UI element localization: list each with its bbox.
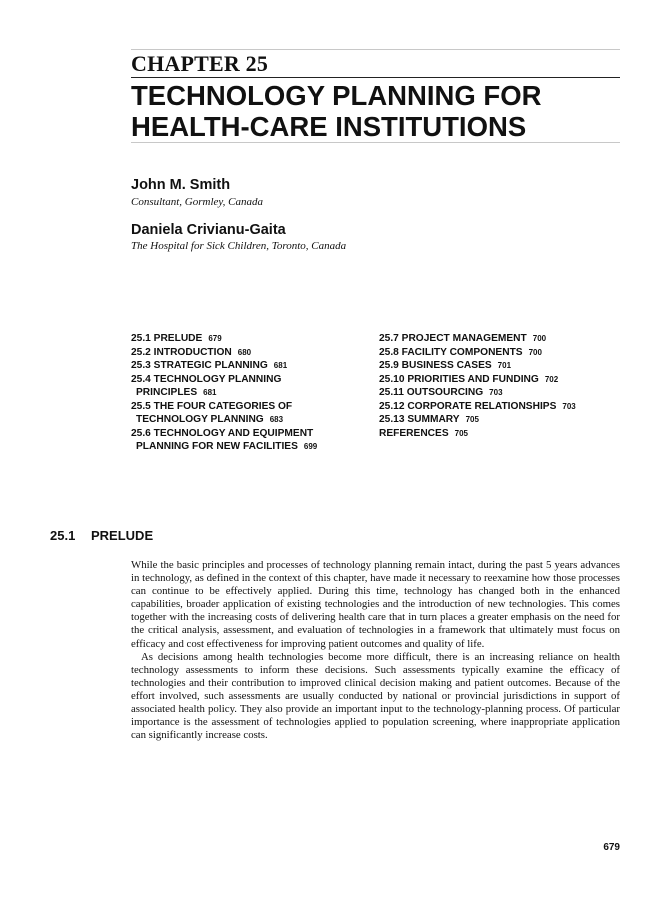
section-title: PRELUDE — [91, 528, 154, 543]
toc-entry-title: 25.7 PROJECT MANAGEMENT — [379, 333, 527, 344]
toc-right-column — [379, 332, 576, 440]
toc-entry-title: 25.13 SUMMARY — [379, 414, 460, 425]
paragraph: While the basic principles and processes of technology planning remain intact, during the past 5 years advances in technology, as defined in the context of this chapter, have made it necessary to reexamine how those processes can continue to be effectively applied. During this time, technology has changed both in the enhanced capabilities, broader application of existing technologies and the introduction of new technologies. This comes together with the increasing costs of delivering health care that in turn places a greater emphasis on the need for the critical analysis, assessment, and evaluation of technologies in a framework that ultimately must focus on efficacy and cost effectiveness for improving patient outcomes and quality of life. — [131, 559, 620, 650]
toc-entry-page: 701 — [497, 361, 512, 370]
chapter-title-line: TECHNOLOGY PLANNING FOR — [131, 80, 542, 111]
chapter-label: CHAPTER 25 — [131, 51, 269, 76]
top-rule — [131, 49, 620, 50]
toc-entry-page: 703 — [562, 401, 576, 411]
toc-entry[interactable] — [379, 359, 576, 373]
toc-entry-page: 680 — [237, 347, 252, 357]
toc-entry-title: 25.12 CORPORATE RELATIONSHIPS — [379, 400, 557, 412]
section-heading — [50, 528, 153, 543]
toc-entry-page: 700 — [528, 347, 542, 357]
toc-entry[interactable] — [131, 332, 317, 346]
author-affiliation: The Hospital for Sick Children, Toronto, Canada — [131, 240, 347, 252]
toc-entry[interactable] — [379, 332, 576, 346]
title-rule — [131, 142, 620, 143]
toc-entry[interactable] — [379, 373, 576, 387]
toc-entry[interactable] — [131, 373, 317, 387]
toc-entry[interactable] — [379, 386, 576, 400]
toc-entry-title: 25.9 BUSINESS CASES — [379, 360, 492, 371]
paragraph: As decisions among health technologies become more difficult, there is an increasing reliance on health technology assessments to inform these decisions. Such assessments typically examine the efficacy of technologies and their contribution to improved clinical decision making and patient outcomes. Because of the effort involved, such assessments are usually conducted by national or provincial jurisdictions in support of associated health policy. They also provide an important input to the technology-planning process. Of particular importance is the assessment of technologies applied to population screening, where inappropriate application can significantly increase costs. — [131, 650, 620, 742]
toc-entry-title: TECHNOLOGY PLANNING — [136, 414, 264, 425]
toc-entry[interactable] — [131, 346, 317, 360]
toc-entry-continuation[interactable] — [131, 386, 317, 400]
toc-entry-page: 702 — [544, 374, 559, 384]
toc-entry-title: 25.3 STRATEGIC PLANNING — [131, 360, 268, 371]
toc-entry-page: 681 — [203, 388, 217, 397]
toc-entry-title: 25.2 INTRODUCTION — [131, 346, 232, 358]
toc-entry[interactable] — [379, 346, 576, 360]
toc-entry-page: 700 — [532, 334, 547, 343]
toc-entry[interactable] — [131, 427, 317, 441]
toc-entry-page: 681 — [273, 361, 288, 370]
toc-entry-title: 25.11 OUTSOURCING — [379, 387, 484, 398]
author-affiliation: Consultant, Gormley, Canada — [131, 196, 264, 208]
chapter-title-line: HEALTH-CARE INSTITUTIONS — [131, 111, 527, 142]
toc-entry-page: 705 — [454, 428, 468, 438]
toc-entry-title: REFERENCES — [379, 427, 449, 439]
toc-entry[interactable] — [379, 400, 576, 414]
toc-entry[interactable] — [379, 413, 576, 427]
chapter-rule — [131, 77, 620, 78]
toc-entry-title: 25.8 FACILITY COMPONENTS — [379, 346, 523, 358]
toc-entry[interactable] — [131, 400, 317, 414]
toc-entry-title: PLANNING FOR NEW FACILITIES — [136, 441, 298, 452]
author-name: John M. Smith — [131, 177, 231, 193]
body-text — [131, 559, 620, 742]
toc-entry-page: 683 — [269, 415, 284, 424]
toc-entry-continuation[interactable] — [131, 440, 317, 454]
toc-left-column — [131, 332, 317, 454]
toc-entry-page: 679 — [208, 334, 222, 343]
toc-entry-page: 699 — [303, 442, 318, 451]
toc-entry-title: 25.4 TECHNOLOGY PLANNING — [131, 373, 282, 385]
section-number: 25.1 — [50, 528, 76, 543]
toc-entry-title: 25.6 TECHNOLOGY AND EQUIPMENT — [131, 427, 314, 439]
toc-entry-title: 25.1 PRELUDE — [131, 333, 203, 344]
toc-entry[interactable] — [379, 427, 576, 441]
toc-entry-continuation[interactable] — [131, 413, 317, 427]
toc-entry-title: 25.5 THE FOUR CATEGORIES OF — [131, 400, 293, 412]
page-number: 679 — [603, 842, 620, 853]
toc-entry-title: 25.10 PRIORITIES AND FUNDING — [379, 373, 539, 385]
chapter-title — [131, 80, 631, 142]
toc-entry-page: 705 — [465, 415, 479, 424]
author-name: Daniela Crivianu-Gaita — [131, 222, 286, 238]
toc-entry-page: 703 — [489, 388, 503, 397]
toc-entry[interactable] — [131, 359, 317, 373]
toc-entry-title: PRINCIPLES — [136, 387, 198, 398]
